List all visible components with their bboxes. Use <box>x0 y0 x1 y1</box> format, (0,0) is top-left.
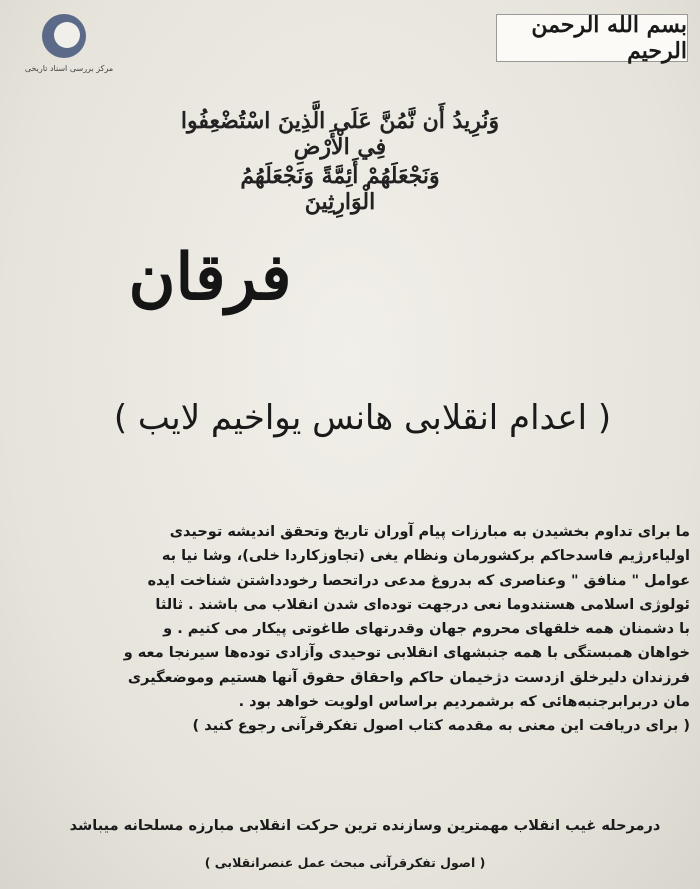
footer-line-2: ( اصول تفکرقرآنی مبحث عمل عنصرانقلابی ) <box>204 855 486 870</box>
body-line: با دشمنان همه خلقهای محروم جهان وقدرتهای طاغوتی پیکار می کنیم . و <box>163 621 690 638</box>
verse-line-1: وَنُرِيدُ أَن نَّمُنَّ عَلَى الَّذِينَ اسْتُضْعِفُوا فِي الْأَرْضِ <box>180 108 500 160</box>
subtitle: ( اعدام انقلابی هانس یواخیم لایب ) <box>113 398 612 438</box>
bismillah-header: بسم الله الرحمن الرحیم <box>496 14 688 62</box>
footer-line-1: درمرحله غیب انقلاب مهمترین وسازنده ترین حرکت انقلابی مبارزه مسلحانه میباشد <box>69 818 661 834</box>
watermark-logo <box>14 14 124 74</box>
body-paragraph <box>60 520 690 739</box>
body-line: خواهان همبستگی با همه جنبشهای انقلابی توحیدی وآزادی توده‌ها سیرنجا معه و <box>123 645 690 662</box>
watermark-text: مرکز بررسی اسناد تاریخی <box>24 64 114 73</box>
logo-icon <box>42 14 86 58</box>
body-line: عوامل " منافق " وعناصری که بدروغ مدعی دراتحصا رخودداشتن شناخت ایده <box>147 572 690 589</box>
page-title: فرقان <box>128 240 292 315</box>
body-line: مان دربرابرجنبه‌هائی که برشمردیم براساس اولویت خواهد بود . <box>238 694 690 711</box>
body-line: ئولوژی اسلامی هستندوما نعی درجهت توده‌ای شدن انقلاب می باشند . ثالثا <box>155 596 690 613</box>
body-line: ( برای دریافت این معنی به مقدمه کتاب اصول تفکرقرآنی رجوع کنید ) <box>192 718 690 735</box>
verse-line-2: وَنَجْعَلَهُمْ أَئِمَّةً وَنَجْعَلَهُمُ الْوَارِثِينَ <box>240 163 440 215</box>
body-line: ما برای تداوم بخشیدن به مبارزات پیام آوران تاریخ وتحقق اندیشه توحیدی <box>169 524 690 540</box>
body-line: فرزندان دلیرخلق ازدست دژخیمان حاکم واحقاق حقوق آنها هستیم وموضعگیری <box>127 669 690 686</box>
body-line: اولیاءرژیم فاسدحاکم برکشورمان ونظام یغی (تجاوزکاردا خلی)، وشا نیا به <box>161 548 690 565</box>
